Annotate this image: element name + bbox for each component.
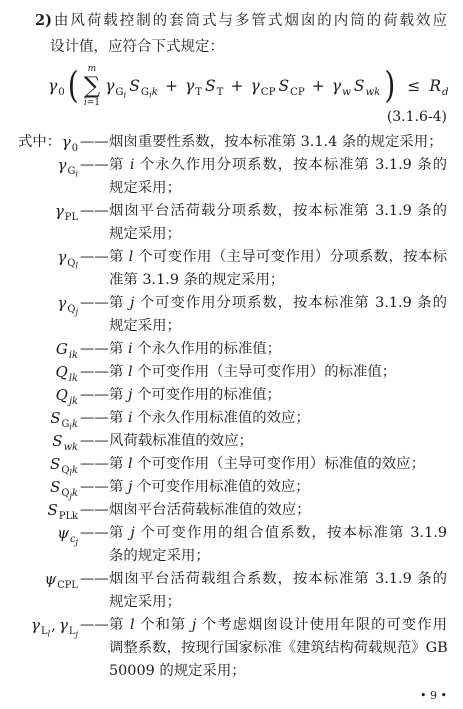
symbol-subscript-text: jk [68, 395, 78, 407]
definition-text [109, 292, 447, 338]
formula-factor-subscript-text: 0 [58, 86, 65, 98]
formula-term [105, 77, 158, 100]
symbol [58, 616, 78, 639]
definition-symbol-cell [0, 200, 80, 223]
definition-line: 第 j 个可变作用的组合值系数，按本标准第 3.1.9 [109, 525, 447, 541]
symbol-subscript-text: PL [64, 211, 78, 223]
symbol-subsubscript: l [75, 260, 78, 271]
load-factor-symbol-subscript [342, 87, 351, 98]
symbol-subscript [62, 419, 78, 430]
symbol-subscript-tail: k [72, 464, 78, 476]
symbol [57, 294, 78, 317]
load-factor-symbol-base: γ [331, 77, 342, 95]
definition-text [109, 131, 447, 154]
symbol-subsubscript: i [75, 168, 78, 179]
symbol [57, 248, 78, 271]
definition-symbol-cell [0, 131, 80, 154]
load-factor-symbol-subscript [115, 87, 126, 98]
symbol-subscript-text: c [69, 533, 76, 545]
symbol-subscript [70, 534, 78, 545]
definition-item [0, 292, 463, 338]
load-factor-symbol-subscript-text: G [115, 86, 124, 98]
definition-text [109, 200, 447, 246]
definition-text [109, 384, 447, 407]
definition-text [109, 407, 447, 430]
symbol-subscript [68, 166, 78, 177]
page-number: • 9 • [420, 689, 447, 702]
symbol-subsubscript: i [69, 421, 73, 432]
definition-text [109, 476, 447, 499]
symbol-subscript-text: G [67, 165, 76, 177]
index-variable: j [129, 295, 135, 311]
definition-dash: —— [80, 249, 109, 265]
symbol [50, 455, 78, 478]
definition-line: 调整系数，按现行国家标准《建筑结构荷载规范》GB [109, 640, 448, 656]
plus-operator: + [164, 77, 178, 95]
symbol-subsubscript: j [75, 306, 78, 317]
index-variable: i [83, 98, 87, 108]
symbol [31, 616, 51, 639]
load-effect-symbol-base: S [205, 77, 216, 95]
definition-text [109, 246, 447, 292]
resistance-symbol-base: R [429, 77, 441, 95]
index-variable: j [191, 617, 197, 633]
symbol [47, 501, 78, 522]
symbol-subscript-text: L [68, 625, 76, 637]
load-effect-symbol-subscript-text: T [216, 86, 224, 98]
symbol-base: γ [57, 294, 67, 312]
definition-line: 50009 的规定采用； [109, 663, 246, 679]
definition-dash: —— [80, 410, 109, 426]
definition-line: 第 i 个永久作用标准值的效应； [109, 410, 310, 426]
definition-text [109, 568, 447, 614]
symbol-base: γ [58, 616, 68, 634]
symbol-separator: , [51, 616, 56, 634]
formula-factor-base: γ [48, 77, 58, 95]
symbol [57, 156, 78, 179]
load-factor-symbol-base: γ [184, 77, 195, 95]
definition-item [0, 384, 463, 407]
load-factor-symbol-subscript-text: CP [260, 86, 276, 98]
symbol [50, 409, 78, 432]
definition-line: 第 j 个可变作用标准值的效应； [109, 479, 310, 495]
definition-symbol-cell [0, 430, 80, 453]
load-effect-symbol [129, 77, 158, 100]
definition-item [0, 338, 463, 361]
definition-line: 规定采用； [109, 226, 181, 242]
symbol-subscript [41, 626, 50, 637]
load-effect-symbol-subscript [217, 87, 224, 98]
definition-dash: —— [80, 479, 109, 495]
definition-line: 第 l 个可变作用（主导可变作用）的标准值； [109, 364, 397, 380]
load-factor-symbol-base: γ [105, 77, 115, 95]
definition-item [0, 568, 463, 614]
load-effect-symbol-subscript-text: wk [365, 86, 381, 98]
definition-symbol [52, 432, 78, 453]
definition-item [0, 407, 463, 430]
symbol-subscript-text: Q [67, 303, 76, 315]
load-factor-symbol [250, 77, 276, 98]
definition-text [109, 154, 447, 200]
definition-text [109, 499, 447, 522]
definition-symbol-cell [0, 246, 80, 269]
symbol-base: S [52, 432, 63, 450]
definition-item [0, 131, 463, 154]
definition-symbol-cell [0, 614, 80, 637]
symbol-subscript [67, 258, 78, 269]
index-variable: l [127, 456, 133, 472]
symbol-base: ψ [44, 570, 57, 588]
formula-factor-subscript [58, 87, 65, 98]
definition-dash: —— [80, 433, 109, 449]
definition-line: 规定采用； [109, 180, 181, 196]
definition-text [109, 430, 447, 453]
symbol [57, 524, 78, 547]
load-factor-symbol-subscript-text: T [195, 86, 203, 98]
symbol-subsubscript: j [69, 490, 73, 501]
load-factor-symbol-base: γ [250, 77, 260, 95]
definition-dash: —— [80, 295, 109, 311]
symbol-base: S [47, 501, 58, 519]
load-effect-symbol-base: S [129, 77, 140, 95]
symbol [55, 363, 78, 384]
load-factor-symbol-subsubscript: i [123, 89, 127, 100]
definition-item [0, 200, 463, 246]
symbol-subscript-text: ik [68, 349, 78, 361]
definition-line: 第 l 个和第 j 个考虑烟囱设计使用年限的可变作用 [109, 617, 447, 633]
load-factor-symbol-subscript [195, 87, 202, 98]
definition-symbol [44, 570, 78, 591]
symbol-subscript [61, 465, 78, 476]
symbol-subscript-tail: k [72, 487, 78, 499]
definition-line: 第 l 个可变作用（主导可变作用）分项系数，按本标 [109, 249, 448, 265]
definition-item [0, 246, 463, 292]
definition-symbol [47, 501, 78, 522]
index-variable: j [127, 479, 133, 495]
symbol-subscript-text: Q [61, 464, 70, 476]
symbol [61, 133, 78, 154]
definition-symbol-cell [0, 476, 80, 499]
sum-lower-limit: i=1 [83, 98, 101, 108]
definition-symbol [55, 363, 78, 384]
load-effect-symbol-subscript-text: G [140, 86, 150, 98]
load-effect-symbol-subscript-text: CP [290, 86, 305, 98]
definition-dash: —— [80, 617, 109, 633]
definition-item [0, 361, 463, 384]
index-variable: l [127, 364, 133, 380]
symbol-subscript [61, 488, 78, 499]
paragraph-line: 设计值，应符合下式规定： [50, 39, 224, 55]
definition-symbol [57, 248, 78, 271]
symbol-subsubscript: j [75, 628, 78, 639]
definition-dash: —— [80, 203, 109, 219]
load-effect-symbol-subscript-tail: k [151, 86, 158, 98]
symbol-subscript [69, 350, 78, 361]
symbol-base: G [55, 340, 68, 358]
open-paren: ( [67, 63, 79, 107]
definition-symbol [57, 156, 78, 179]
definition-item [0, 614, 463, 683]
definition-dash: —— [80, 456, 109, 472]
load-effect-symbol [205, 77, 224, 98]
definition-line: 烟囱平台活荷载标准值的效应； [109, 502, 311, 518]
definition-symbol [31, 616, 78, 639]
load-factor-symbol [331, 77, 351, 98]
resistance-symbol [429, 77, 449, 98]
definition-line: 条的规定采用； [109, 548, 210, 564]
symbol [50, 478, 78, 501]
sum-sign: ∑ [83, 73, 101, 99]
symbol-subscript [59, 511, 78, 522]
symbol-subscript-text: Q [61, 487, 70, 499]
symbol [44, 570, 78, 591]
definition-symbol-cell [0, 154, 80, 177]
definition-line: 第 j 个可变作用分项系数，按本标准第 3.1.9 条的 [109, 295, 448, 311]
definition-symbol [50, 455, 78, 478]
symbol-base: ψ [57, 524, 69, 542]
definition-text [109, 614, 447, 683]
symbol-base: S [50, 455, 61, 473]
load-factor-symbol [184, 77, 203, 98]
clause-number: 2) [35, 12, 52, 29]
definition-dash: —— [80, 134, 109, 150]
definition-text [109, 338, 447, 361]
definition-symbol-cell [0, 407, 80, 430]
formula-term [331, 77, 381, 98]
definition-line: 第 i 个永久作用的标准值； [109, 341, 282, 357]
relation-sign: ≤ [407, 77, 421, 95]
symbol-subscript [67, 304, 78, 315]
paragraph-line [35, 8, 447, 34]
formula-term [250, 77, 305, 98]
symbol [54, 202, 78, 223]
symbol-subsubscript: l [69, 467, 73, 478]
symbol-subscript [69, 396, 78, 407]
definition-symbol-cell [0, 338, 80, 361]
symbol-subscript-text: wk [63, 441, 78, 453]
design-formula [48, 62, 449, 110]
symbol-subscript [65, 212, 78, 223]
definition-symbol [50, 478, 78, 501]
symbol-base: γ [31, 616, 41, 634]
definition-symbol-cell [0, 522, 80, 545]
definition-line: 规定采用； [109, 318, 181, 334]
definition-line: 准第 3.1.9 条的规定采用； [109, 272, 285, 288]
load-factor-symbol-subscript-text: w [342, 86, 351, 98]
definition-symbol-cell [0, 384, 80, 407]
plus-operator: + [230, 77, 244, 95]
symbol-subscript [69, 373, 78, 384]
definition-symbol-cell [0, 568, 80, 591]
load-effect-symbol-subscript [365, 87, 380, 98]
formula-factor [48, 77, 65, 98]
definition-line: 第 i 个永久作用分项系数，按本标准第 3.1.9 条的 [109, 157, 448, 173]
symbol-subscript-text: PLk [58, 510, 78, 522]
definition-dash: —— [80, 571, 109, 587]
definition-dash: —— [80, 502, 109, 518]
load-factor-symbol-subscript [261, 87, 276, 98]
symbol-base: Q [55, 386, 68, 404]
symbol-base: γ [54, 202, 64, 220]
close-paren: ) [384, 63, 396, 107]
load-effect-symbol-subsubscript: i [149, 89, 152, 100]
index-variable: i [127, 341, 133, 357]
symbol [55, 340, 78, 361]
equation-number: (3.1.6-4) [386, 109, 447, 125]
definition-item [0, 154, 463, 200]
paragraph-text: 由风荷载控制的套筒式与多管式烟囱的内筒的荷载效应 [51, 13, 447, 29]
symbol-base: γ [61, 133, 71, 151]
symbol-subscript [72, 143, 78, 154]
load-effect-symbol-subscript [290, 87, 305, 98]
definition-dash: —— [80, 364, 109, 380]
definition-item [0, 430, 463, 453]
definition-line: 烟囱重要性系数，按本标准第 3.1.4 条的规定采用； [109, 134, 443, 150]
definition-line: 规定采用； [109, 594, 181, 610]
symbol-base: Q [55, 363, 68, 381]
symbol-subscript [69, 626, 78, 637]
definition-text [109, 453, 447, 476]
load-effect-symbol [278, 77, 305, 98]
symbol-subscript [64, 442, 78, 453]
symbol-subsubscript: j [75, 536, 78, 547]
symbol-subscript-text: lk [68, 372, 78, 384]
symbol-base: S [50, 478, 61, 496]
index-variable: j [130, 525, 135, 541]
index-variable: l [129, 617, 135, 633]
plus-operator: + [311, 77, 325, 95]
definition-dash: —— [80, 387, 109, 403]
definition-symbol [55, 340, 78, 361]
definition-symbol-cell [0, 361, 80, 384]
clause-paragraph [35, 8, 447, 34]
symbol-subscript-tail: k [72, 418, 78, 430]
summation [84, 64, 100, 108]
definition-symbol [55, 386, 78, 407]
load-effect-symbol-subscript [141, 87, 158, 98]
index-variable: i [129, 157, 135, 173]
symbol-subscript-text: Q [67, 257, 76, 269]
symbol-base: γ [57, 248, 67, 266]
definition-symbol-cell [0, 292, 80, 315]
symbol [55, 386, 78, 407]
definition-symbol [57, 524, 78, 547]
load-effect-symbol-base: S [353, 77, 365, 95]
definition-symbol [57, 294, 78, 317]
definition-item [0, 499, 463, 522]
symbol-subscript [57, 580, 78, 591]
load-effect-symbol [353, 77, 381, 98]
definition-item [0, 453, 463, 476]
definition-text [109, 522, 447, 568]
definition-dash: —— [80, 525, 109, 541]
definition-item [0, 522, 463, 568]
definition-symbol [50, 409, 78, 432]
symbol-subscript-text: L [41, 625, 48, 637]
definition-line: 风荷载标准值的效应； [109, 433, 253, 449]
symbol-subscript-text: CPL [57, 579, 78, 591]
symbol [52, 432, 78, 453]
definition-symbol [54, 202, 78, 223]
resistance-symbol-subscript [442, 87, 449, 98]
definition-symbol [61, 133, 78, 154]
load-factor-symbol [105, 77, 127, 100]
formula-term [184, 77, 224, 98]
where-label: 式中： [18, 134, 62, 150]
definition-dash: —— [80, 341, 109, 357]
load-effect-symbol-base: S [278, 77, 290, 95]
definition-line: 第 l 个可变作用（主导可变作用）标准值的效应； [109, 456, 425, 472]
index-variable: j [127, 387, 133, 403]
index-variable: i [127, 410, 133, 426]
definition-line: 烟囱平台活荷载组合系数，按本标准第 3.1.9 条的 [109, 571, 447, 587]
sum-upper-limit: m [87, 64, 97, 74]
symbol-subsubscript: l [47, 628, 51, 639]
definition-dash: —— [80, 157, 109, 173]
definition-item [0, 476, 463, 499]
definition-symbol-cell [0, 499, 80, 522]
index-variable: l [128, 249, 134, 265]
symbol-subscript-text: 0 [71, 142, 78, 154]
resistance-symbol-subscript-text: d [442, 86, 449, 98]
symbol-base: γ [57, 156, 67, 174]
definition-symbol-cell [0, 453, 80, 476]
definition-line: 烟囱平台活荷载分项系数，按本标准第 3.1.9 条的 [109, 203, 447, 219]
symbol-definitions [0, 131, 463, 683]
definition-line: 第 j 个可变作用的标准值； [109, 387, 281, 403]
symbol-base: S [50, 409, 61, 427]
definition-text [109, 361, 447, 384]
symbol-subscript-text: G [61, 418, 70, 430]
